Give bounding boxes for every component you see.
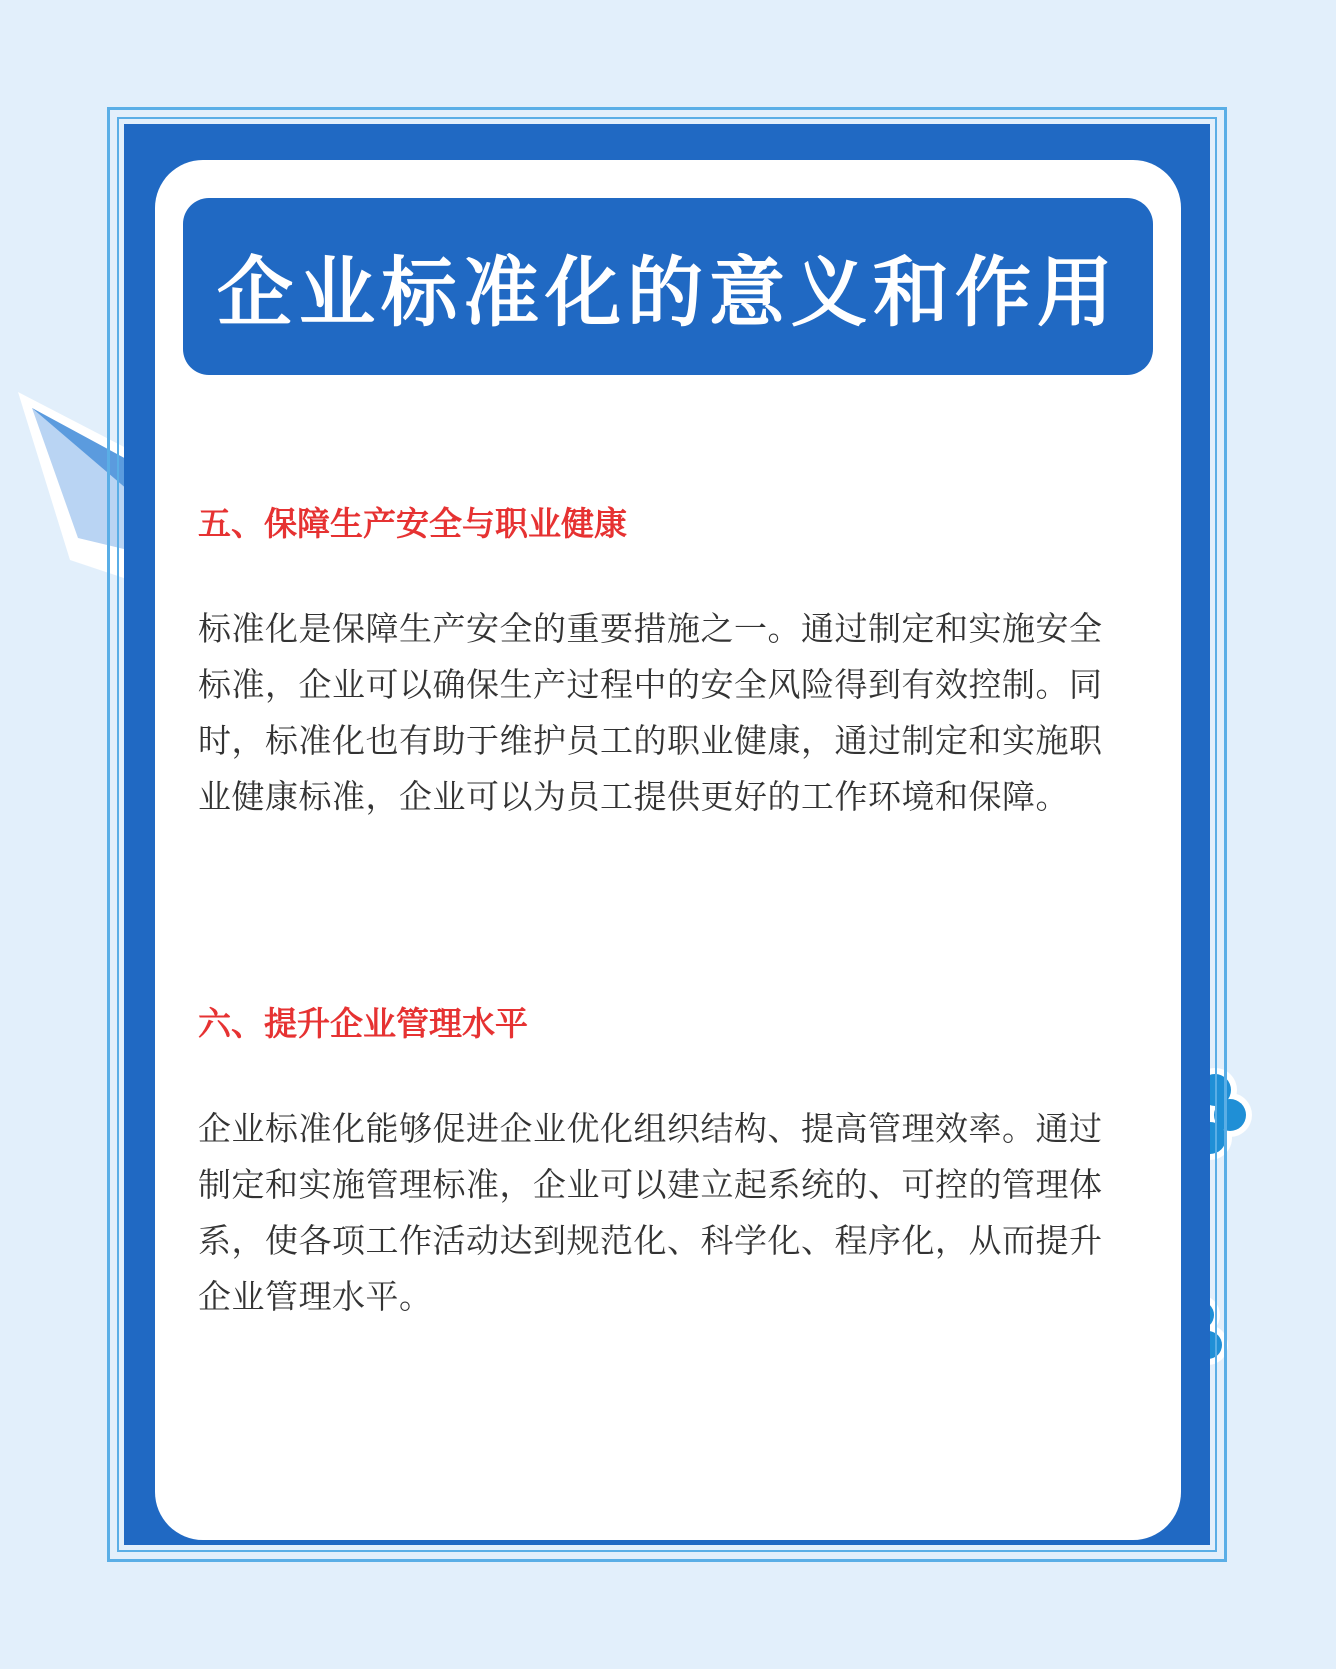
title-banner — [183, 198, 1153, 375]
section-heading-6: 六、提升企业管理水平 — [198, 1004, 528, 1043]
section-body-6: 企业标准化能够促进企业优化组织结构、提高管理效率。通过制定和实施管理标准，企业可以建立起系统的、可控的管理体系，使各项工作活动达到规范化、科学化、程序化，从而提升企业管理水平。 — [198, 1109, 1103, 1316]
page-title: 企业标准化的意义和作用 — [217, 248, 1119, 337]
section-heading-5: 五、保障生产安全与职业健康 — [198, 504, 627, 543]
section-body-5: 标准化是保障生产安全的重要措施之一。通过制定和实施安全标准，企业可以确保生产过程中的安全风险得到有效控制。同时，标准化也有助于维护员工的职业健康，通过制定和实施职业健康标准，企业可以为员工提供更好的工作环境和保障。 — [198, 609, 1103, 816]
